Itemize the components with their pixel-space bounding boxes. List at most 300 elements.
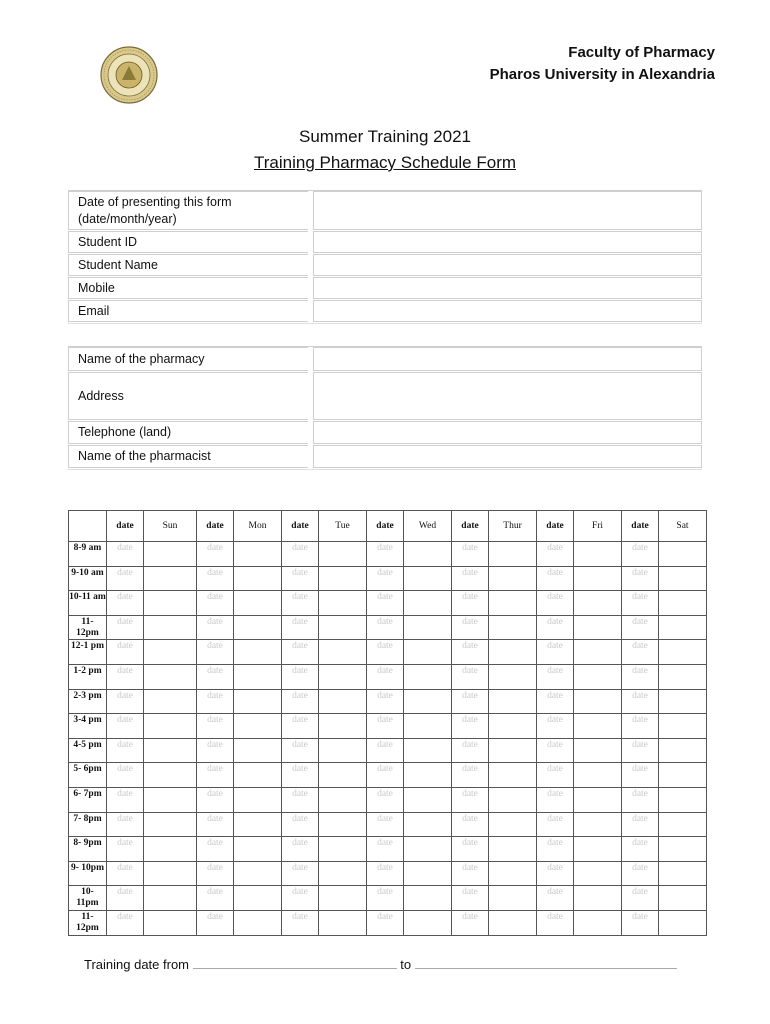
slot-cell-fri[interactable] bbox=[574, 591, 622, 616]
date-cell[interactable]: date bbox=[622, 738, 659, 763]
field-label: Name of the pharmacy bbox=[68, 347, 308, 371]
address-input[interactable] bbox=[313, 372, 702, 420]
date-header-cell: date bbox=[367, 511, 404, 542]
slot-cell-sun[interactable] bbox=[144, 837, 197, 862]
slot-cell-wed[interactable] bbox=[404, 542, 452, 567]
slot-cell-mon[interactable] bbox=[234, 640, 282, 665]
slot-cell-tue[interactable] bbox=[319, 615, 367, 640]
slot-cell-wed[interactable] bbox=[404, 591, 452, 616]
slot-cell-thur[interactable] bbox=[489, 542, 537, 567]
field-row-pharmacy-name bbox=[68, 347, 702, 372]
slot-cell-fri[interactable] bbox=[574, 886, 622, 911]
slot-cell-sat[interactable] bbox=[659, 910, 707, 935]
date-cell[interactable]: date bbox=[282, 787, 319, 812]
date-cell[interactable]: date bbox=[367, 787, 404, 812]
date-cell[interactable]: date bbox=[107, 787, 144, 812]
date-cell[interactable]: date bbox=[622, 542, 659, 567]
date-cell[interactable]: date bbox=[622, 861, 659, 886]
date-header-cell: date bbox=[537, 511, 574, 542]
to-label: to bbox=[400, 957, 412, 972]
slot-cell-fri[interactable] bbox=[574, 566, 622, 591]
slot-cell-sun[interactable] bbox=[144, 591, 197, 616]
date-cell[interactable]: date bbox=[197, 837, 234, 862]
slot-cell-sat[interactable] bbox=[659, 787, 707, 812]
slot-cell-sat[interactable] bbox=[659, 837, 707, 862]
slot-cell-sun[interactable] bbox=[144, 886, 197, 911]
date-cell[interactable]: date bbox=[452, 910, 489, 935]
slot-cell-thur[interactable] bbox=[489, 689, 537, 714]
time-slot-label: 3-4 pm bbox=[69, 714, 107, 739]
date-cell[interactable]: date bbox=[622, 763, 659, 788]
slot-cell-sat[interactable] bbox=[659, 542, 707, 567]
date-cell[interactable]: date bbox=[107, 566, 144, 591]
date-cell[interactable]: date bbox=[282, 542, 319, 567]
slot-cell-wed[interactable] bbox=[404, 689, 452, 714]
date-cell[interactable]: date bbox=[107, 763, 144, 788]
schedule-row bbox=[69, 714, 707, 739]
field-label: Email bbox=[68, 300, 308, 322]
slot-cell-wed[interactable] bbox=[404, 886, 452, 911]
time-slot-label: 9- 10pm bbox=[69, 861, 107, 886]
date-cell[interactable]: date bbox=[282, 812, 319, 837]
slot-cell-mon[interactable] bbox=[234, 910, 282, 935]
date-cell[interactable]: date bbox=[452, 714, 489, 739]
time-slot-label: 10- 11pm bbox=[69, 886, 107, 911]
date-cell[interactable]: date bbox=[282, 886, 319, 911]
field-row-student-id bbox=[68, 231, 702, 254]
field-row-telephone bbox=[68, 421, 702, 445]
field-row-mobile bbox=[68, 277, 702, 300]
slot-cell-sat[interactable] bbox=[659, 886, 707, 911]
date-cell[interactable]: date bbox=[537, 591, 574, 616]
date-cell[interactable]: date bbox=[282, 738, 319, 763]
day-header-mon: Mon bbox=[234, 511, 282, 542]
date-cell[interactable]: date bbox=[622, 664, 659, 689]
slot-cell-thur[interactable] bbox=[489, 763, 537, 788]
slot-cell-sun[interactable] bbox=[144, 714, 197, 739]
slot-cell-tue[interactable] bbox=[319, 738, 367, 763]
slot-cell-tue[interactable] bbox=[319, 664, 367, 689]
slot-cell-fri[interactable] bbox=[574, 542, 622, 567]
date-cell[interactable]: date bbox=[367, 689, 404, 714]
slot-cell-fri[interactable] bbox=[574, 640, 622, 665]
field-row-email bbox=[68, 300, 702, 323]
from-label: Training date from bbox=[84, 957, 190, 972]
date-cell[interactable]: date bbox=[367, 886, 404, 911]
slot-cell-tue[interactable] bbox=[319, 910, 367, 935]
date-cell[interactable]: date bbox=[282, 664, 319, 689]
slot-cell-sat[interactable] bbox=[659, 861, 707, 886]
day-header-sun: Sun bbox=[144, 511, 197, 542]
slot-cell-thur[interactable] bbox=[489, 714, 537, 739]
date-cell[interactable]: date bbox=[282, 763, 319, 788]
day-header-thur: Thur bbox=[489, 511, 537, 542]
slot-cell-sun[interactable] bbox=[144, 640, 197, 665]
slot-cell-thur[interactable] bbox=[489, 812, 537, 837]
slot-cell-sat[interactable] bbox=[659, 615, 707, 640]
schedule-row bbox=[69, 812, 707, 837]
slot-cell-fri[interactable] bbox=[574, 787, 622, 812]
schedule-body bbox=[69, 542, 707, 936]
field-label: Student Name bbox=[68, 254, 308, 276]
slot-cell-sun[interactable] bbox=[144, 664, 197, 689]
time-slot-label: 11- 12pm bbox=[69, 615, 107, 640]
date-cell[interactable]: date bbox=[197, 591, 234, 616]
slot-cell-sat[interactable] bbox=[659, 664, 707, 689]
date-cell[interactable]: date bbox=[452, 738, 489, 763]
date-cell[interactable]: date bbox=[197, 886, 234, 911]
date-cell[interactable]: date bbox=[622, 837, 659, 862]
date-cell[interactable]: date bbox=[107, 689, 144, 714]
slot-cell-tue[interactable] bbox=[319, 886, 367, 911]
date-cell[interactable]: date bbox=[282, 861, 319, 886]
slot-cell-sun[interactable] bbox=[144, 689, 197, 714]
date-cell[interactable]: date bbox=[367, 910, 404, 935]
slot-cell-mon[interactable] bbox=[234, 664, 282, 689]
slot-cell-wed[interactable] bbox=[404, 787, 452, 812]
date-cell[interactable]: date bbox=[282, 910, 319, 935]
slot-cell-mon[interactable] bbox=[234, 591, 282, 616]
slot-cell-sun[interactable] bbox=[144, 566, 197, 591]
slot-cell-mon[interactable] bbox=[234, 566, 282, 591]
time-slot-label: 8- 9pm bbox=[69, 837, 107, 862]
date-cell[interactable]: date bbox=[197, 566, 234, 591]
date-cell[interactable]: date bbox=[107, 812, 144, 837]
slot-cell-fri[interactable] bbox=[574, 812, 622, 837]
date-cell[interactable]: date bbox=[282, 837, 319, 862]
date-cell[interactable]: date bbox=[107, 714, 144, 739]
slot-cell-thur[interactable] bbox=[489, 738, 537, 763]
slot-cell-fri[interactable] bbox=[574, 910, 622, 935]
date-cell[interactable]: date bbox=[107, 910, 144, 935]
slot-cell-thur[interactable] bbox=[489, 664, 537, 689]
date-header-cell: date bbox=[107, 511, 144, 542]
slot-cell-sun[interactable] bbox=[144, 812, 197, 837]
slot-cell-tue[interactable] bbox=[319, 837, 367, 862]
slot-cell-fri[interactable] bbox=[574, 664, 622, 689]
date-cell[interactable]: date bbox=[197, 861, 234, 886]
date-cell[interactable]: date bbox=[537, 566, 574, 591]
date-cell[interactable]: date bbox=[452, 861, 489, 886]
date-cell[interactable]: date bbox=[537, 861, 574, 886]
schedule-header-row bbox=[69, 511, 707, 542]
student-name-input[interactable] bbox=[313, 254, 702, 276]
slot-cell-tue[interactable] bbox=[319, 861, 367, 886]
slot-cell-fri[interactable] bbox=[574, 861, 622, 886]
slot-cell-wed[interactable] bbox=[404, 910, 452, 935]
date-cell[interactable]: date bbox=[282, 640, 319, 665]
slot-cell-fri[interactable] bbox=[574, 738, 622, 763]
slot-cell-fri[interactable] bbox=[574, 763, 622, 788]
time-slot-label: 10-11 am bbox=[69, 591, 107, 616]
schedule-grid bbox=[68, 510, 707, 936]
slot-cell-wed[interactable] bbox=[404, 861, 452, 886]
slot-cell-tue[interactable] bbox=[319, 763, 367, 788]
day-header-tue: Tue bbox=[319, 511, 367, 542]
date-cell[interactable]: date bbox=[452, 763, 489, 788]
student-info-table bbox=[68, 190, 702, 324]
slot-cell-wed[interactable] bbox=[404, 664, 452, 689]
date-cell[interactable]: date bbox=[367, 640, 404, 665]
slot-cell-tue[interactable] bbox=[319, 714, 367, 739]
date-cell[interactable]: date bbox=[197, 615, 234, 640]
field-row-pharmacist bbox=[68, 445, 702, 469]
date-cell[interactable]: date bbox=[537, 886, 574, 911]
time-slot-label: 8-9 am bbox=[69, 542, 107, 567]
date-cell[interactable]: date bbox=[282, 591, 319, 616]
date-cell[interactable]: date bbox=[367, 542, 404, 567]
slot-cell-wed[interactable] bbox=[404, 640, 452, 665]
time-slot-label: 7- 8pm bbox=[69, 812, 107, 837]
training-from-input[interactable] bbox=[193, 957, 397, 969]
date-cell[interactable]: date bbox=[622, 910, 659, 935]
slot-cell-mon[interactable] bbox=[234, 689, 282, 714]
date-cell[interactable]: date bbox=[282, 714, 319, 739]
slot-cell-fri[interactable] bbox=[574, 837, 622, 862]
date-cell[interactable]: date bbox=[537, 812, 574, 837]
slot-cell-sun[interactable] bbox=[144, 738, 197, 763]
schedule-row bbox=[69, 837, 707, 862]
mobile-input[interactable] bbox=[313, 277, 702, 299]
date-cell[interactable]: date bbox=[367, 566, 404, 591]
slot-cell-wed[interactable] bbox=[404, 714, 452, 739]
field-row-address bbox=[68, 372, 702, 421]
slot-cell-mon[interactable] bbox=[234, 738, 282, 763]
field-label: Mobile bbox=[68, 277, 308, 299]
day-header-sat: Sat bbox=[659, 511, 707, 542]
date-cell[interactable]: date bbox=[367, 812, 404, 837]
slot-cell-sat[interactable] bbox=[659, 812, 707, 837]
time-slot-label: 11- 12pm bbox=[69, 910, 107, 935]
slot-cell-sat[interactable] bbox=[659, 763, 707, 788]
date-cell[interactable]: date bbox=[622, 640, 659, 665]
time-slot-label: 6- 7pm bbox=[69, 787, 107, 812]
university-seal-logo bbox=[100, 46, 158, 104]
date-cell[interactable]: date bbox=[367, 591, 404, 616]
date-cell[interactable]: date bbox=[367, 861, 404, 886]
date-cell[interactable]: date bbox=[452, 566, 489, 591]
date-cell[interactable]: date bbox=[537, 689, 574, 714]
slot-cell-mon[interactable] bbox=[234, 812, 282, 837]
date-cell[interactable]: date bbox=[107, 837, 144, 862]
slot-cell-mon[interactable] bbox=[234, 615, 282, 640]
slot-cell-thur[interactable] bbox=[489, 861, 537, 886]
date-cell[interactable]: date bbox=[197, 714, 234, 739]
date-cell[interactable]: date bbox=[367, 664, 404, 689]
slot-cell-sun[interactable] bbox=[144, 787, 197, 812]
slot-cell-thur[interactable] bbox=[489, 591, 537, 616]
date-cell[interactable]: date bbox=[622, 615, 659, 640]
field-label: Address bbox=[68, 372, 308, 420]
date-cell[interactable]: date bbox=[622, 566, 659, 591]
date-cell[interactable]: date bbox=[537, 787, 574, 812]
slot-cell-mon[interactable] bbox=[234, 861, 282, 886]
date-cell[interactable]: date bbox=[622, 812, 659, 837]
date-cell[interactable]: date bbox=[197, 542, 234, 567]
corner-cell bbox=[69, 511, 107, 542]
date-cell[interactable]: date bbox=[282, 689, 319, 714]
date-cell[interactable]: date bbox=[452, 812, 489, 837]
field-row-student-name bbox=[68, 254, 702, 277]
slot-cell-thur[interactable] bbox=[489, 787, 537, 812]
pharmacy-info-table bbox=[68, 346, 702, 470]
schedule-row bbox=[69, 566, 707, 591]
pharmacy-name-input[interactable] bbox=[313, 347, 702, 371]
date-cell[interactable]: date bbox=[197, 910, 234, 935]
date-cell[interactable]: date bbox=[622, 591, 659, 616]
slot-cell-sun[interactable] bbox=[144, 861, 197, 886]
slot-cell-tue[interactable] bbox=[319, 566, 367, 591]
slot-cell-thur[interactable] bbox=[489, 886, 537, 911]
slot-cell-sat[interactable] bbox=[659, 566, 707, 591]
date-cell[interactable]: date bbox=[452, 886, 489, 911]
schedule-row bbox=[69, 689, 707, 714]
day-header-wed: Wed bbox=[404, 511, 452, 542]
slot-cell-mon[interactable] bbox=[234, 542, 282, 567]
training-to-input[interactable] bbox=[415, 957, 677, 969]
date-cell[interactable]: date bbox=[107, 664, 144, 689]
email-input[interactable] bbox=[313, 300, 702, 322]
date-cell[interactable]: date bbox=[197, 787, 234, 812]
university-name: Pharos University in Alexandria bbox=[489, 66, 715, 83]
day-header-fri: Fri bbox=[574, 511, 622, 542]
date-cell[interactable]: date bbox=[537, 640, 574, 665]
slot-cell-sat[interactable] bbox=[659, 640, 707, 665]
schedule-row bbox=[69, 861, 707, 886]
date-cell[interactable]: date bbox=[367, 837, 404, 862]
slot-cell-tue[interactable] bbox=[319, 689, 367, 714]
schedule-row bbox=[69, 763, 707, 788]
slot-cell-mon[interactable] bbox=[234, 714, 282, 739]
slot-cell-sat[interactable] bbox=[659, 591, 707, 616]
slot-cell-wed[interactable] bbox=[404, 812, 452, 837]
slot-cell-sun[interactable] bbox=[144, 910, 197, 935]
date-cell[interactable]: date bbox=[367, 615, 404, 640]
pharmacist-name-input[interactable] bbox=[313, 445, 702, 468]
date-cell[interactable]: date bbox=[452, 591, 489, 616]
date-cell[interactable]: date bbox=[367, 763, 404, 788]
date-cell[interactable]: date bbox=[537, 542, 574, 567]
schedule-row bbox=[69, 910, 707, 935]
date-cell[interactable]: date bbox=[537, 763, 574, 788]
slot-cell-mon[interactable] bbox=[234, 763, 282, 788]
slot-cell-sat[interactable] bbox=[659, 689, 707, 714]
date-header-cell: date bbox=[282, 511, 319, 542]
date-cell[interactable]: date bbox=[452, 787, 489, 812]
date-cell[interactable]: date bbox=[107, 615, 144, 640]
date-cell[interactable]: date bbox=[107, 591, 144, 616]
slot-cell-thur[interactable] bbox=[489, 910, 537, 935]
slot-cell-fri[interactable] bbox=[574, 714, 622, 739]
field-label: Telephone (land) bbox=[68, 421, 308, 444]
training-dates-footer bbox=[84, 957, 677, 972]
slot-cell-thur[interactable] bbox=[489, 837, 537, 862]
time-slot-label: 5- 6pm bbox=[69, 763, 107, 788]
slot-cell-thur[interactable] bbox=[489, 615, 537, 640]
title-line-2: Training Pharmacy Schedule Form bbox=[253, 153, 517, 172]
slot-cell-wed[interactable] bbox=[404, 566, 452, 591]
date-cell[interactable]: date bbox=[622, 714, 659, 739]
date-cell[interactable]: date bbox=[452, 664, 489, 689]
date-cell[interactable]: date bbox=[197, 664, 234, 689]
form-title bbox=[0, 124, 770, 176]
schedule-row bbox=[69, 787, 707, 812]
slot-cell-sun[interactable] bbox=[144, 763, 197, 788]
slot-cell-tue[interactable] bbox=[319, 812, 367, 837]
date-cell[interactable]: date bbox=[197, 689, 234, 714]
field-row-date bbox=[68, 191, 702, 231]
date-cell[interactable]: date bbox=[537, 615, 574, 640]
date-cell[interactable]: date bbox=[282, 615, 319, 640]
slot-cell-fri[interactable] bbox=[574, 689, 622, 714]
slot-cell-wed[interactable] bbox=[404, 837, 452, 862]
slot-cell-sat[interactable] bbox=[659, 714, 707, 739]
slot-cell-thur[interactable] bbox=[489, 640, 537, 665]
date-presenting-input[interactable] bbox=[313, 191, 702, 230]
date-cell[interactable]: date bbox=[367, 738, 404, 763]
schedule-row bbox=[69, 664, 707, 689]
telephone-input[interactable] bbox=[313, 421, 702, 444]
date-cell[interactable]: date bbox=[107, 542, 144, 567]
date-cell[interactable]: date bbox=[452, 837, 489, 862]
slot-cell-sun[interactable] bbox=[144, 615, 197, 640]
slot-cell-sun[interactable] bbox=[144, 542, 197, 567]
field-label: Student ID bbox=[68, 231, 308, 253]
slot-cell-mon[interactable] bbox=[234, 837, 282, 862]
time-slot-label: 9-10 am bbox=[69, 566, 107, 591]
date-cell[interactable]: date bbox=[107, 738, 144, 763]
slot-cell-thur[interactable] bbox=[489, 566, 537, 591]
date-cell[interactable]: date bbox=[107, 886, 144, 911]
date-cell[interactable]: date bbox=[622, 689, 659, 714]
date-cell[interactable]: date bbox=[622, 787, 659, 812]
date-cell[interactable]: date bbox=[197, 738, 234, 763]
date-cell[interactable]: date bbox=[537, 664, 574, 689]
slot-cell-mon[interactable] bbox=[234, 787, 282, 812]
date-cell[interactable]: date bbox=[622, 886, 659, 911]
schedule-row bbox=[69, 640, 707, 665]
date-cell[interactable]: date bbox=[537, 837, 574, 862]
date-cell[interactable]: date bbox=[107, 640, 144, 665]
time-slot-label: 4-5 pm bbox=[69, 738, 107, 763]
slot-cell-mon[interactable] bbox=[234, 886, 282, 911]
date-cell[interactable]: date bbox=[452, 689, 489, 714]
date-cell[interactable]: date bbox=[537, 738, 574, 763]
date-cell[interactable]: date bbox=[537, 910, 574, 935]
date-cell[interactable]: date bbox=[537, 714, 574, 739]
date-cell[interactable]: date bbox=[107, 861, 144, 886]
slot-cell-wed[interactable] bbox=[404, 615, 452, 640]
date-cell[interactable]: date bbox=[282, 566, 319, 591]
slot-cell-sat[interactable] bbox=[659, 738, 707, 763]
slot-cell-tue[interactable] bbox=[319, 640, 367, 665]
date-cell[interactable]: date bbox=[197, 640, 234, 665]
date-cell[interactable]: date bbox=[197, 763, 234, 788]
slot-cell-wed[interactable] bbox=[404, 763, 452, 788]
date-cell[interactable]: date bbox=[452, 615, 489, 640]
slot-cell-tue[interactable] bbox=[319, 591, 367, 616]
date-cell[interactable]: date bbox=[197, 812, 234, 837]
time-slot-label: 12-1 pm bbox=[69, 640, 107, 665]
date-cell[interactable]: date bbox=[452, 542, 489, 567]
slot-cell-tue[interactable] bbox=[319, 787, 367, 812]
date-cell[interactable]: date bbox=[452, 640, 489, 665]
slot-cell-tue[interactable] bbox=[319, 542, 367, 567]
date-cell[interactable]: date bbox=[367, 714, 404, 739]
student-id-input[interactable] bbox=[313, 231, 702, 253]
slot-cell-fri[interactable] bbox=[574, 615, 622, 640]
slot-cell-wed[interactable] bbox=[404, 738, 452, 763]
